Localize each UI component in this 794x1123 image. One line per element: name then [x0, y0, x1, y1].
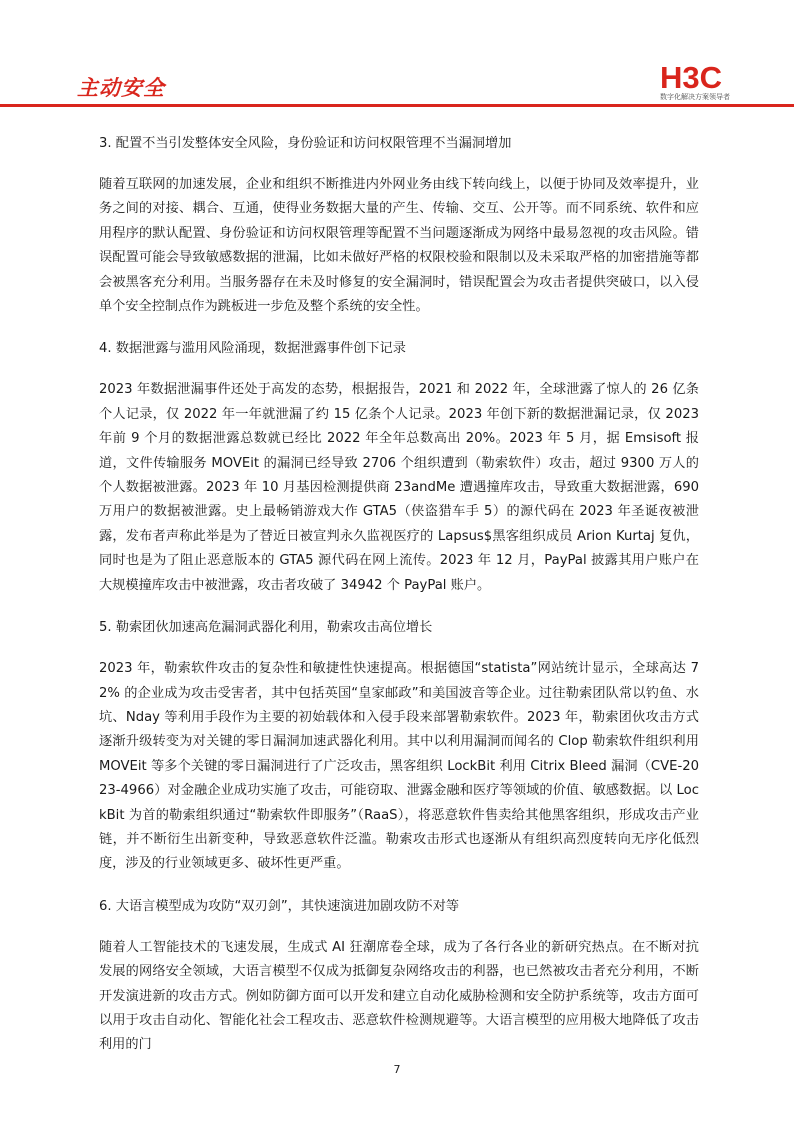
- logo-mark: H3C: [660, 60, 723, 95]
- section-heading: 3. 配置不当引发整体安全风险，身份验证和访问权限管理不当漏洞增加: [99, 136, 512, 151]
- section-paragraph: 2023 年数据泄漏事件还处于高发的态势，根据报告，2021 和 2022 年，全球泄露了惊人的 26 亿条个人记录，仅 2022 年一年就泄漏了约 15 亿条个人记录。2023 年创下新的数据泄漏记录，仅 2023 年前 9 个月的数据泄露总数就已经比 2022 年全年总数高出 20%。2023 年 5 月，据 Emsisoft 报道，文件传输服务 MOVEit 的漏洞已经导致 2706 个组织遭到（勒索软件）攻击，超过 9300 万人的个人数据被泄露。2023 年 10 月基因检测提供商 23andMe 遭遇撞库攻击，导致重大数据泄露，690 万用户的数据被泄露。史上最畅销游戏大作 GTA5（侠盗猎车手 5）的源代码在 2023 年圣诞夜被泄露，发布者声称此举是为了替近日被宣判永久监视医疗的 Lapsus$黑客组织成员 Arion Kurtaj 复仇，同时也是为了阻止恶意版本的 GTA5 源代码在网上流传。2023 年 12 月，PayPal 披露其用户账户在大规模撞库攻击中被泄露，攻击者攻破了 34942 个 PayPal 账户。: [99, 382, 699, 593]
- h3c-logo: [660, 60, 738, 102]
- logo-tagline: 数字化解决方案领导者: [660, 93, 730, 101]
- section-heading: 5. 勒索团伙加速高危漏洞武器化利用，勒索攻击高位增长: [99, 620, 433, 636]
- page-number: 7: [393, 1063, 401, 1076]
- section-paragraph: 随着互联网的加速发展，企业和组织不断推进内外网业务由线下转向线上，以便于协同及效率提升，业务之间的对接、耦合、互通，使得业务数据大量的产生、传输、交互、公开等。而不同系统、软件和应用程序的默认配置、身份验证和访问权限管理等配置不当问题逐渐成为网络中最易忽视的攻击风险。错误配置可能会导致敏感数据的泄漏，比如未做好严格的权限校验和限制以及未采取严格的加密措施等都会被黑客充分利用。当服务器存在未及时修复的安全漏洞时，错误配置会为攻击者提供突破口，以入侵单个安全控制点作为跳板进一步危及整个系统的安全性。: [99, 177, 699, 315]
- section-heading: 6. 大语言模型成为攻防“双刃剑”，其快速演进加剧攻防不对等: [99, 898, 460, 914]
- section-paragraph: 随着人工智能技术的飞速发展，生成式 AI 狂潮席卷全球，成为了各行各业的新研究热点。在不断对抗发展的网络安全领域，大语言模型不仅成为抵御复杂网络攻击的利器，也已然被攻击者充分利用，不断开发演进新的攻击方式。例如防御方面可以开发和建立自动化威胁检测和安全防护系统等，攻击方面可以用于攻击自动化、智能化社会工程攻击、恶意软件检测规避等。大语言模型的应用极大地降低了攻击利用的门: [99, 939, 699, 1053]
- section-heading: 4. 数据泄露与滥用风险涌现，数据泄露事件创下记录: [99, 341, 406, 357]
- main-content: [99, 132, 699, 1076]
- header-divider: [0, 104, 794, 107]
- header-title: 主动安全: [77, 76, 165, 100]
- page-header: [0, 0, 794, 122]
- section-paragraph: 2023 年，勒索软件攻击的复杂性和敏捷性快速提高。根据德国“statista”网站统计显示，全球高达 72% 的企业成为攻击受害者，其中包括英国“皇家邮政”和美国波音等企业。过往勒索团队常以钓鱼、水坑、Nday 等利用手段作为主要的初始载体和入侵手段来部署勒索软件。2023 年，勒索团伙攻击方式逐渐升级转变为对关键的零日漏洞加速武器化利用。其中以利用漏洞而闻名的 Clop 勒索软件组织利用 MOVEit 等多个关键的零日漏洞进行了广泛攻击，黑客组织 LockBit 利用 Citrix Bleed 漏洞（CVE-2023-4966）对金融企业成功实施了攻击，可能窃取、泄露金融和医疗等领域的价值、敏感数据。以 LockBit 为首的勒索组织通过“勒索软件即服务”（RaaS），将恶意软件售卖给其他黑客组织，形成攻击产业链，并不断衍生出新变种，导致恶意软件泛滥。勒索攻击形式也逐渐从有组织高烈度转向无序化低烈度，涉及的行业领域更多、破坏性更严重。: [99, 661, 699, 872]
